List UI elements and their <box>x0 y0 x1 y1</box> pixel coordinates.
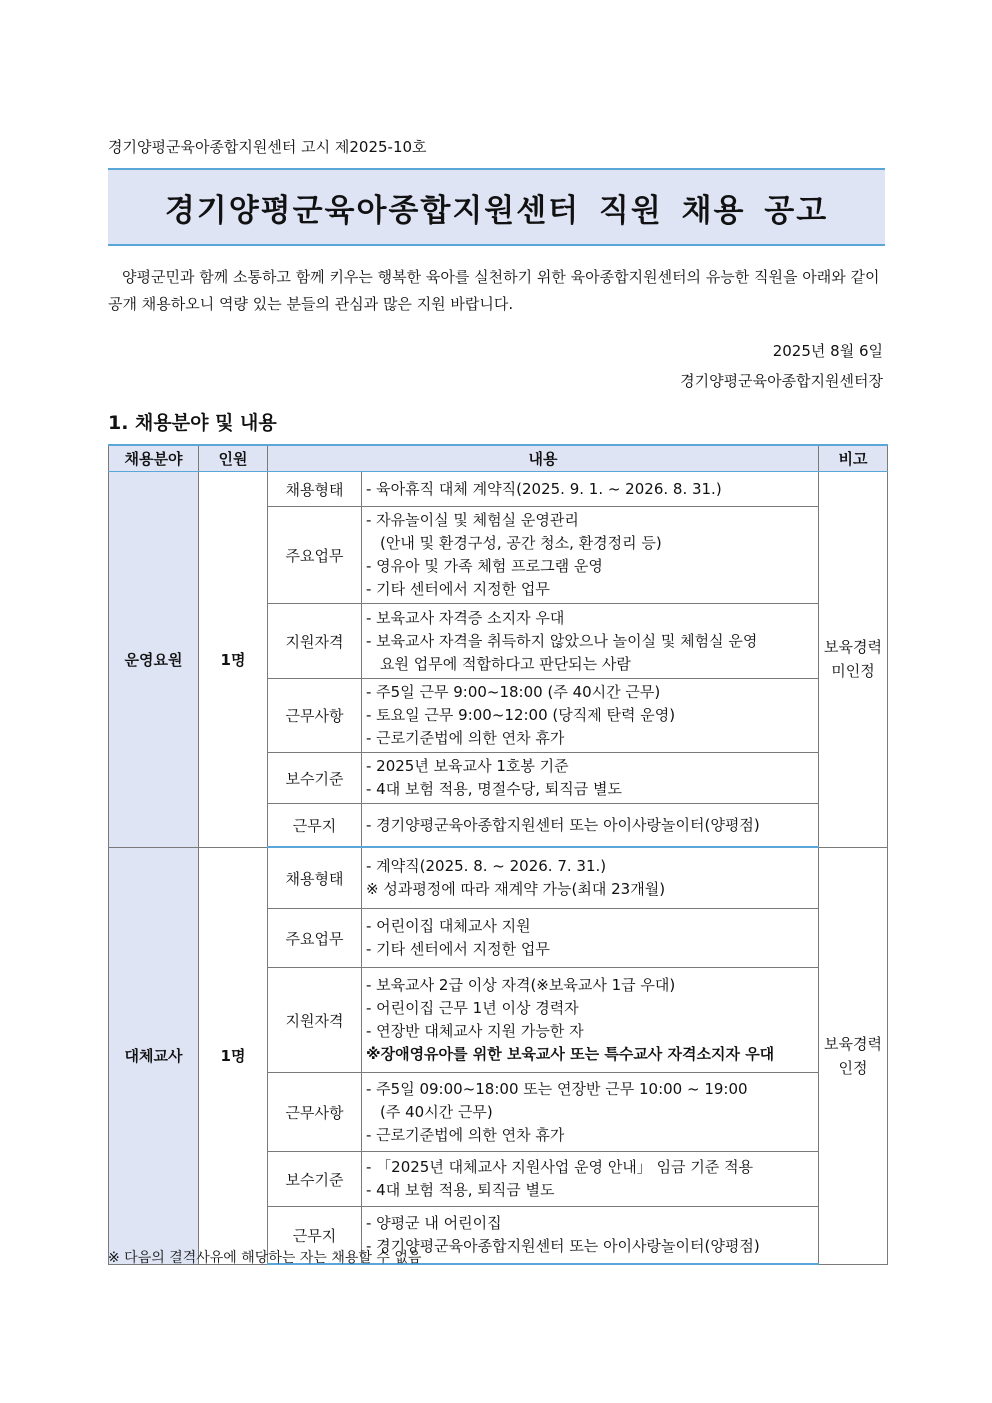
notice-number: 경기양평군육아종합지원센터 고시 제2025-10호 <box>108 138 427 156</box>
item-content <box>362 804 819 848</box>
header-category: 채용분야 <box>109 445 199 472</box>
item-label: 채용형태 <box>268 847 362 909</box>
recruitment-table <box>108 444 888 1265</box>
page-title: 경기양평군육아종합지원센터 직원 채용 공고 <box>164 192 829 229</box>
header-note: 비고 <box>819 445 888 472</box>
table-header-row <box>109 445 888 472</box>
item-label: 근무지 <box>268 804 362 848</box>
item-content <box>362 507 819 604</box>
content-line: - 근로기준법에 의한 연차 휴가 <box>366 729 565 747</box>
item-content <box>362 679 819 753</box>
intro-text: 양평군민과 함께 소통하고 함께 키우는 행복한 육아를 실천하기 위한 육아종합지원센터의 유능한 직원을 아래와 같이 공개 채용하오니 역량 있는 분들의 관심과 많은 지원 바랍니다. <box>108 268 880 313</box>
content-line: - 기타 센터에서 지정한 업무 <box>366 940 550 958</box>
item-label: 지원자격 <box>268 968 362 1073</box>
content-line: - 경기양평군육아종합지원센터 또는 아이사랑놀이터(양평점) <box>366 815 760 834</box>
content-line: - 계약직(2025. 8. ~ 2026. 7. 31.) <box>366 857 607 875</box>
table-row <box>109 847 888 909</box>
content-line: - 근로기준법에 의한 연차 휴가 <box>366 1125 565 1144</box>
content-line: - 2025년 보육교사 1호봉 기준 <box>366 757 569 775</box>
content-line: - 어린이집 근무 1년 이상 경력자 <box>366 999 579 1017</box>
content-line: (안내 및 환경구성, 공간 청소, 환경정리 등) <box>380 534 662 552</box>
content-line: - 4대 보험 적용, 퇴직금 별도 <box>366 1181 555 1199</box>
remark-cell <box>819 472 888 848</box>
item-label: 보수기준 <box>268 1152 362 1207</box>
title-banner <box>108 168 885 246</box>
content-line: ※ 성과평정에 따라 재계약 가능(최대 23개월) <box>366 880 666 898</box>
table-row <box>109 472 888 507</box>
intro-paragraph <box>108 264 886 318</box>
header-count: 인원 <box>199 445 268 472</box>
item-content <box>362 753 819 804</box>
content-line: - 어린이집 대체교사 지원 <box>366 917 531 935</box>
remark-line: 보육경력 <box>824 1034 882 1053</box>
category-cell: 대체교사 <box>109 847 199 1264</box>
content-line: - 보육교사 자격을 취득하지 않았으나 놀이실 및 체험실 운영 <box>366 631 758 650</box>
announcement-date: 2025년 8월 6일 <box>772 342 883 360</box>
item-label: 근무지 <box>268 1207 362 1265</box>
remark-line: 인정 <box>838 1058 868 1077</box>
item-content <box>362 1073 819 1152</box>
item-label: 근무사항 <box>268 1073 362 1152</box>
item-content <box>362 968 819 1073</box>
item-content <box>362 1152 819 1207</box>
item-content <box>362 1207 819 1265</box>
category-cell: 운영요원 <box>109 472 199 848</box>
item-label: 주요업무 <box>268 909 362 968</box>
content-line: - 「2025년 대체교사 지원사업 운영 안내」 임금 기준 적용 <box>366 1158 754 1176</box>
content-line: - 토요일 근무 9:00~12:00 (당직제 탄력 운영) <box>366 706 676 724</box>
content-line: - 경기양평군육아종합지원센터 또는 아이사랑놀이터(양평점) <box>366 1237 760 1255</box>
content-line: - 연장반 대체교사 지원 가능한 자 <box>366 1022 584 1040</box>
item-label: 보수기준 <box>268 753 362 804</box>
item-content <box>362 847 819 909</box>
content-line: - 주5일 근무 9:00~18:00 (주 40시간 근무) <box>366 683 661 701</box>
issuer-name: 경기양평군육아종합지원센터장 <box>680 372 883 390</box>
item-label: 채용형태 <box>268 472 362 507</box>
content-line: - 영유아 및 가족 체험 프로그램 운영 <box>366 557 603 575</box>
item-content <box>362 472 819 507</box>
item-label: 지원자격 <box>268 604 362 679</box>
content-line: (주 40시간 근무) <box>380 1102 493 1121</box>
content-line: - 4대 보험 적용, 명절수당, 퇴직금 별도 <box>366 780 622 798</box>
item-label: 근무사항 <box>268 679 362 753</box>
header-content: 내용 <box>268 445 819 472</box>
item-content <box>362 909 819 968</box>
section-heading: 1. 채용분야 및 내용 <box>108 412 277 434</box>
content-line: - 육아휴직 대체 계약직(2025. 9. 1. ~ 2026. 8. 31.) <box>366 479 722 498</box>
headcount-cell: 1명 <box>199 472 268 848</box>
item-content <box>362 604 819 679</box>
content-line: - 양평군 내 어린이집 <box>366 1214 502 1232</box>
content-line: - 보육교사 자격증 소지자 우대 <box>366 608 565 627</box>
content-line: - 주5일 09:00~18:00 또는 연장반 근무 10:00 ~ 19:00 <box>366 1079 748 1098</box>
content-line: - 기타 센터에서 지정한 업무 <box>366 580 550 598</box>
content-line: - 자유놀이실 및 체험실 운영관리 <box>366 511 579 529</box>
content-line: - 보육교사 2급 이상 자격(※보육교사 1급 우대) <box>366 976 676 994</box>
remark-line: 보육경력 <box>824 638 882 657</box>
headcount-cell: 1명 <box>199 847 268 1264</box>
remark-line: 미인정 <box>831 662 875 681</box>
item-label: 주요업무 <box>268 507 362 604</box>
content-line: ※장애영유아를 위한 보육교사 또는 특수교사 자격소지자 우대 <box>366 1045 775 1063</box>
footnote: ※ 다음의 결격사유에 해당하는 자는 채용할 수 없음 <box>108 1250 422 1266</box>
content-line: 요원 업무에 적합하다고 판단되는 사람 <box>380 654 631 673</box>
remark-cell <box>819 847 888 1264</box>
